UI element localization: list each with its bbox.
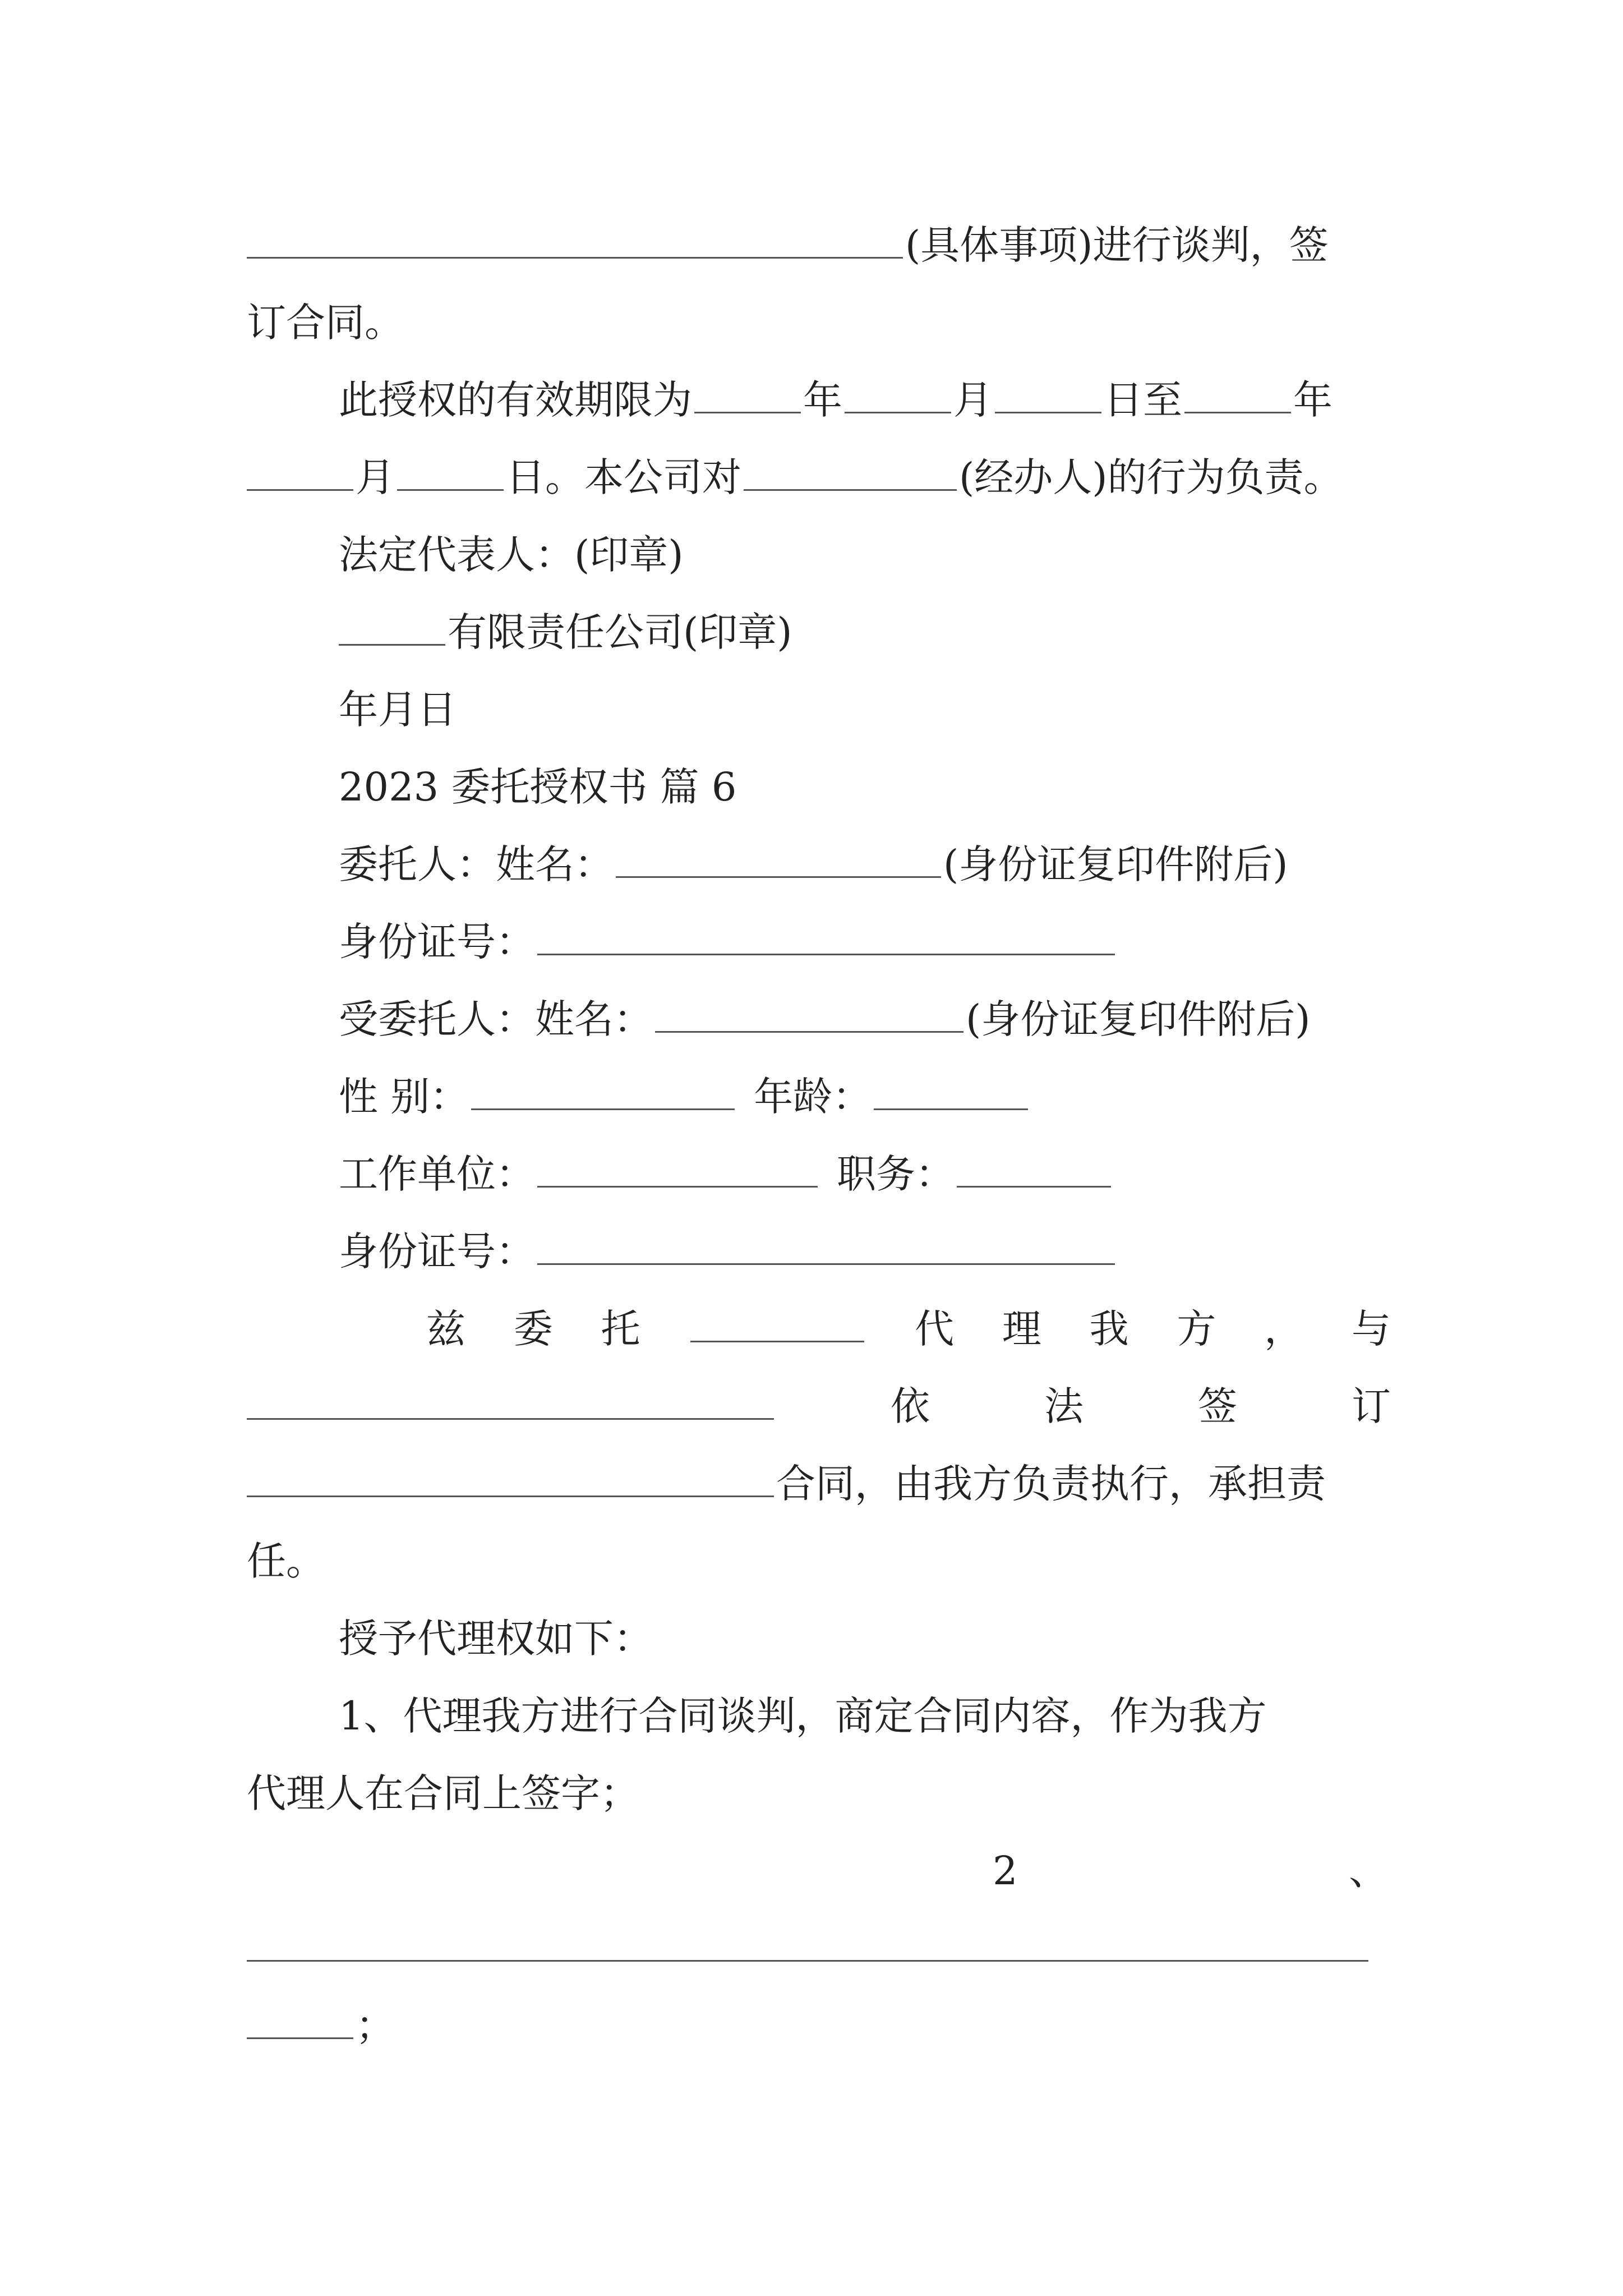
- blank-underline: [247, 1381, 774, 1420]
- blank-underline: [247, 220, 903, 259]
- doc-line-11: [247, 981, 1391, 1058]
- doc-text: 兹: [426, 1306, 465, 1352]
- doc-text: 订: [1352, 1383, 1391, 1429]
- doc-line-23: [247, 1910, 1391, 1987]
- blank-underline: [537, 1226, 1115, 1265]
- doc-text: 年: [803, 377, 842, 423]
- doc-text: 依: [891, 1383, 930, 1429]
- doc-line-7: [247, 671, 1391, 748]
- blank-underline: [397, 452, 504, 491]
- doc-text: 年: [1293, 377, 1332, 423]
- doc-text: 1、代理我方进行合同谈判，商定合同内容，作为我方: [339, 1693, 1267, 1739]
- doc-line-18: [247, 1522, 1391, 1600]
- blank-underline: [744, 452, 957, 491]
- blank-underline: [690, 1304, 864, 1342]
- doc-text: 年龄：: [754, 1074, 872, 1120]
- blank-underline: [471, 1071, 735, 1110]
- doc-text: 理: [1002, 1306, 1041, 1352]
- doc-line-19: [247, 1600, 1391, 1677]
- doc-text: 月: [356, 454, 395, 500]
- doc-text: 受委托人：姓名：: [339, 996, 653, 1042]
- doc-line-5: [247, 516, 1391, 593]
- doc-text: 委托人：姓名：: [339, 841, 614, 887]
- doc-line-17: [247, 1445, 1391, 1522]
- doc-text: 合同，由我方负责执行，承担责: [776, 1461, 1326, 1507]
- blank-underline: [339, 607, 445, 646]
- blank-underline: [655, 994, 963, 1033]
- doc-text: 2023 委托授权书 篇 6: [339, 764, 737, 810]
- blank-underline: [247, 452, 353, 491]
- doc-line-14: [247, 1213, 1391, 1290]
- blank-underline: [845, 375, 951, 413]
- item-number: 2: [993, 1848, 1018, 1894]
- doc-text: 身份证号：: [339, 919, 535, 965]
- section-title: [247, 748, 1391, 826]
- doc-text: 月: [953, 377, 993, 423]
- doc-line-2: [247, 284, 1391, 361]
- blank-underline: [957, 1149, 1111, 1188]
- doc-text: 签: [1198, 1383, 1237, 1429]
- doc-line-16: [247, 1368, 1391, 1445]
- doc-text: 代: [915, 1306, 955, 1352]
- doc-text: 日。本公司对: [506, 454, 741, 500]
- doc-text: 年月日: [339, 687, 457, 733]
- doc-text: 性 别：: [339, 1074, 469, 1120]
- blank-underline: [537, 1149, 818, 1188]
- doc-text: 身份证号：: [339, 1228, 535, 1274]
- blank-underline: [247, 2000, 353, 2039]
- doc-text: 委: [513, 1306, 553, 1352]
- doc-line-24: [247, 1987, 1391, 2064]
- doc-line-4: [247, 439, 1391, 516]
- doc-line-13: [247, 1135, 1391, 1213]
- doc-text: 法定代表人：(印章): [339, 532, 684, 578]
- doc-line-12: [247, 1058, 1391, 1135]
- doc-text: (身份证复印件附后): [966, 996, 1311, 1042]
- doc-line-20: [247, 1677, 1391, 1755]
- doc-text: 授予代理权如下：: [339, 1616, 653, 1662]
- doc-text: 法: [1044, 1383, 1083, 1429]
- doc-text: ；: [356, 2003, 395, 2049]
- doc-text: 与: [1351, 1306, 1391, 1352]
- doc-text: 此授权的有效期限为: [339, 377, 692, 423]
- doc-line-21: [247, 1755, 1391, 1832]
- blank-underline: [694, 375, 801, 413]
- doc-text: 方: [1177, 1306, 1216, 1352]
- doc-text: (身份证复印件附后): [943, 841, 1288, 887]
- blank-underline: [616, 839, 941, 878]
- doc-line-22: [247, 1832, 1391, 1910]
- doc-text: ，: [1264, 1306, 1304, 1352]
- doc-line-15: [247, 1290, 1391, 1368]
- doc-text: (经办人)的行为负责。: [959, 454, 1343, 500]
- doc-text: 日至: [1104, 377, 1182, 423]
- doc-text: 、: [1349, 1848, 1388, 1894]
- blank-underline: [874, 1071, 1028, 1110]
- doc-line-6: [247, 593, 1391, 671]
- doc-line-3: [247, 361, 1391, 439]
- doc-line-10: [247, 903, 1391, 981]
- doc-text: 职务：: [837, 1151, 955, 1197]
- blank-underline: [247, 1458, 774, 1497]
- doc-text: 代理人在合同上签字；: [247, 1770, 639, 1816]
- doc-line-9: [247, 826, 1391, 903]
- doc-text: 我: [1089, 1306, 1129, 1352]
- doc-text: 托: [601, 1306, 640, 1352]
- blank-underline: [1184, 375, 1291, 413]
- blank-underline: [537, 917, 1115, 955]
- doc-text: (具体事项)进行谈判，签: [905, 222, 1329, 268]
- doc-text: 任。: [247, 1538, 325, 1584]
- blank-underline: [247, 1923, 1368, 1962]
- doc-text: 有限责任公司(印章): [448, 609, 792, 655]
- blank-underline: [995, 375, 1101, 413]
- doc-text: 工作单位：: [339, 1151, 535, 1197]
- doc-text: 订合同。: [247, 300, 404, 346]
- doc-line-1: [247, 206, 1391, 284]
